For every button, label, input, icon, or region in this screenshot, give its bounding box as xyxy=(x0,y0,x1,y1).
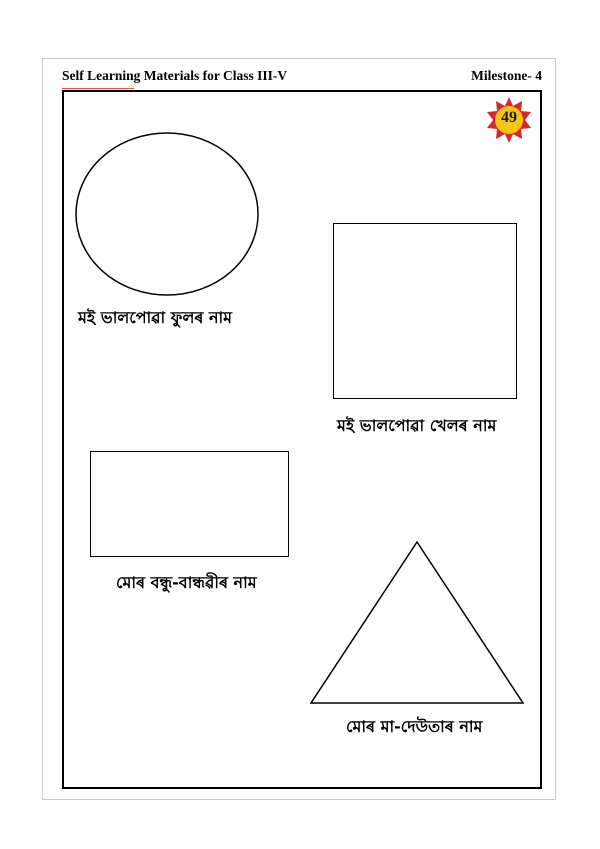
header-underline xyxy=(62,88,134,89)
triangle-drawing-box xyxy=(310,541,524,704)
page-header xyxy=(62,68,542,90)
header-title: Self Learning Materials for Class III-V xyxy=(62,68,288,83)
page-number: 49 xyxy=(501,109,517,126)
rectangle-drawing-box xyxy=(90,451,289,557)
friends-label: মোৰ বন্ধু-বান্ধৱীৰ নাম xyxy=(116,573,257,592)
milestone-label: Milestone- 4 xyxy=(471,68,542,83)
favorite-flower-label: মই ভালপোৱা ফুলৰ নাম xyxy=(78,308,233,327)
parents-label: মোৰ মা-দেউতাৰ নাম xyxy=(346,717,483,736)
circle-drawing-box xyxy=(75,132,259,296)
square-drawing-box xyxy=(333,223,517,399)
page-number-badge xyxy=(485,96,533,144)
favorite-game-label: মই ভালপোৱা খেলৰ নাম xyxy=(337,416,497,435)
